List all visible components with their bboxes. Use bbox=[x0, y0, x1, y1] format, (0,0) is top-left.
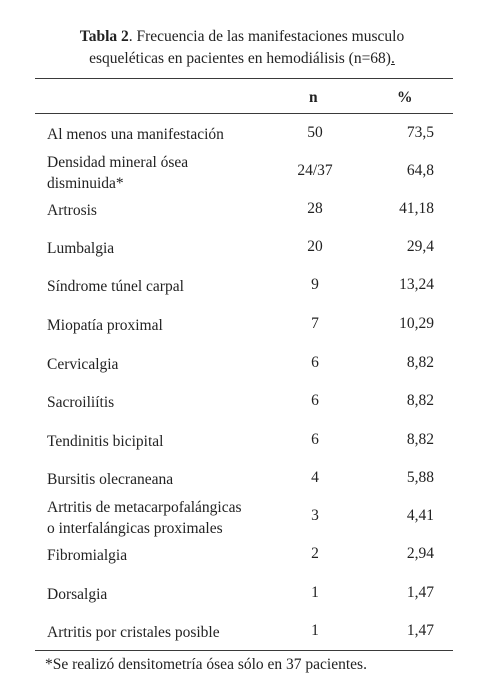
row-label-line: disminuida* bbox=[47, 175, 124, 192]
row-label-line: Sacroiliítis bbox=[47, 394, 115, 411]
row-label-line: Fibromialgia bbox=[47, 547, 128, 564]
row-n-value: 7 bbox=[311, 315, 319, 332]
row-label-line: Artrosis bbox=[47, 202, 97, 219]
row-n-value: 9 bbox=[311, 276, 319, 293]
row-percent-value: 5,88 bbox=[406, 469, 434, 486]
caption-line-1 bbox=[20, 26, 464, 48]
row-n-value: 20 bbox=[307, 238, 323, 255]
table-top-rule bbox=[35, 78, 453, 79]
table-bottom-rule bbox=[35, 650, 453, 651]
caption-label: Tabla 2 bbox=[79, 28, 129, 45]
row-label bbox=[47, 354, 297, 375]
row-label bbox=[47, 392, 297, 413]
row-n-value: 24/37 bbox=[297, 162, 333, 179]
row-percent-value: 8,82 bbox=[406, 431, 434, 448]
caption-text-2: esqueléticas en pacientes en hemodiálisis (n=68) bbox=[89, 50, 391, 67]
row-percent-value: 2,94 bbox=[406, 545, 434, 562]
row-label bbox=[47, 200, 297, 221]
row-percent-value: 41,18 bbox=[399, 200, 434, 217]
row-label-line: o interfalángicas proximales bbox=[47, 520, 223, 537]
row-percent-value: 73,5 bbox=[406, 124, 434, 141]
table-caption bbox=[20, 26, 464, 70]
row-percent-value: 10,29 bbox=[399, 315, 434, 332]
row-label-line: Miopatía proximal bbox=[47, 317, 163, 334]
row-percent-value: 1,47 bbox=[406, 622, 434, 639]
row-label bbox=[47, 545, 297, 566]
row-percent-value: 64,8 bbox=[406, 162, 434, 179]
row-label-line: Lumbalgia bbox=[47, 240, 115, 257]
row-percent-value: 8,82 bbox=[406, 392, 434, 409]
caption-trailing: . bbox=[390, 50, 395, 67]
row-label-line: Cervicalgia bbox=[47, 356, 119, 373]
table-header-rule bbox=[35, 113, 453, 114]
row-n-value: 3 bbox=[311, 507, 319, 524]
row-label-line: Síndrome túnel carpal bbox=[47, 278, 184, 295]
row-n-value: 6 bbox=[311, 431, 319, 448]
row-label-line: Densidad mineral ósea bbox=[47, 154, 189, 171]
row-label bbox=[47, 469, 297, 490]
row-n-value: 6 bbox=[311, 354, 319, 371]
row-label-line: Dorsalgia bbox=[47, 586, 108, 603]
row-label-line: Tendinitis bicipital bbox=[47, 433, 164, 450]
row-percent-value: 4,41 bbox=[406, 507, 434, 524]
row-label bbox=[47, 315, 297, 336]
column-header-percent: % bbox=[397, 89, 413, 106]
row-n-value: 4 bbox=[311, 469, 319, 486]
row-label-line: Bursitis olecraneana bbox=[47, 471, 174, 488]
row-label bbox=[47, 124, 297, 145]
row-n-value: 2 bbox=[311, 545, 319, 562]
column-header-n: n bbox=[309, 89, 318, 106]
table-footnote: *Se realizó densitometría ósea sólo en 37 pacientes. bbox=[45, 656, 367, 673]
row-percent-value: 13,24 bbox=[399, 276, 434, 293]
row-n-value: 28 bbox=[307, 200, 323, 217]
row-n-value: 1 bbox=[311, 622, 319, 639]
row-label-line: Al menos una manifestación bbox=[47, 126, 224, 143]
row-percent-value: 1,47 bbox=[406, 584, 434, 601]
row-percent-value: 29,4 bbox=[406, 238, 434, 255]
row-label-line: Artritis por cristales posible bbox=[47, 624, 220, 641]
row-n-value: 1 bbox=[311, 584, 319, 601]
row-n-value: 6 bbox=[311, 392, 319, 409]
row-label bbox=[47, 584, 297, 605]
row-n-value: 50 bbox=[307, 124, 323, 141]
row-label bbox=[47, 152, 297, 194]
row-label bbox=[47, 238, 297, 259]
row-percent-value: 8,82 bbox=[406, 354, 434, 371]
caption-text-1: . Frecuencia de las manifestaciones musculo bbox=[128, 28, 405, 45]
row-label bbox=[47, 431, 297, 452]
row-label bbox=[47, 622, 297, 643]
row-label-line: Artritis de metacarpofalángicas bbox=[47, 499, 242, 516]
caption-line-2 bbox=[20, 48, 464, 70]
row-label bbox=[47, 497, 297, 539]
row-label bbox=[47, 276, 297, 297]
